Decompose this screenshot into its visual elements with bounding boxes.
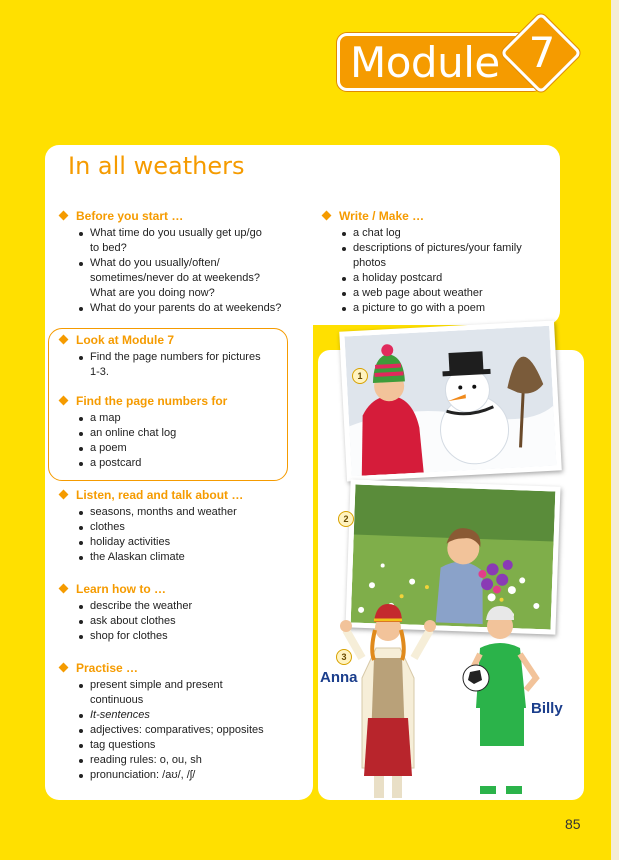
list-item: present simple and present continuous [77,678,297,708]
section-find-page-numbers [57,394,287,471]
list-item: a postcard [77,456,287,471]
list-item: a picture to go with a poem [340,301,555,316]
section-heading: Find the page numbers for [76,394,228,408]
diamond-bullet-icon [59,490,69,500]
list-item: a chat log [340,226,555,241]
list-item: pronunciation: /aʊ/, /ʃ/ [77,768,297,783]
list-item: a map [77,411,287,426]
diamond-bullet-icon [322,211,332,221]
diamond-bullet-icon [59,396,69,406]
picture-number-badge: 2 [338,511,354,527]
diamond-bullet-icon [59,211,69,221]
section-listen-read-talk [57,488,292,565]
list-item: describe the weather [77,599,292,614]
section-heading: Look at Module 7 [76,333,175,347]
list-item: a web page about weather [340,286,555,301]
list-item: What do you usually/often/ sometimes/never do at weekends? What are you doing now? [77,256,292,301]
list-item: It-sentences [77,708,297,723]
list-item: adjectives: comparatives; opposites [77,723,297,738]
section-learn-how-to [57,582,292,644]
list-item: the Alaskan climate [77,550,292,565]
diamond-bullet-icon [59,584,69,594]
page-title: In all weathers [68,152,245,180]
list-item: a holiday postcard [340,271,555,286]
section-practise [57,661,297,783]
list-item: What do your parents do at weekends? [77,301,292,316]
list-item: ask about clothes [77,614,292,629]
list-item: tag questions [77,738,297,753]
list-item: descriptions of pictures/your family photos [340,241,555,271]
diamond-bullet-icon [59,663,69,673]
section-heading: Listen, read and talk about … [76,488,244,502]
section-write-make [320,209,555,316]
list-item: shop for clothes [77,629,292,644]
section-heading: Write / Make … [339,209,425,223]
list-item: reading rules: o, ou, sh [77,753,297,768]
section-heading: Before you start … [76,209,184,223]
module-number: 7 [528,28,556,77]
snowman-photo [339,320,562,481]
section-heading: Learn how to … [76,582,166,596]
list-item: an online chat log [77,426,287,441]
diamond-bullet-icon [59,335,69,345]
list-item: seasons, months and weather [77,505,292,520]
list-item: holiday activities [77,535,292,550]
snowman-photo-icon [344,326,556,477]
list-item: a poem [77,441,287,456]
picture-number-badge: 3 [336,649,352,665]
picture-number-badge: 1 [352,368,368,384]
section-heading: Practise … [76,661,139,675]
list-item: What time do you usually get up/go to bed? [77,226,292,256]
section-before-you-start [57,209,292,316]
name-label-billy: Billy [531,700,563,717]
name-label-anna: Anna [320,669,358,686]
page-number: 85 [565,816,581,832]
section-look-at-module [57,333,287,380]
module-word: Module [350,38,500,87]
list-item: Find the page numbers for pictures 1-3. [77,350,287,380]
list-item: clothes [77,520,292,535]
